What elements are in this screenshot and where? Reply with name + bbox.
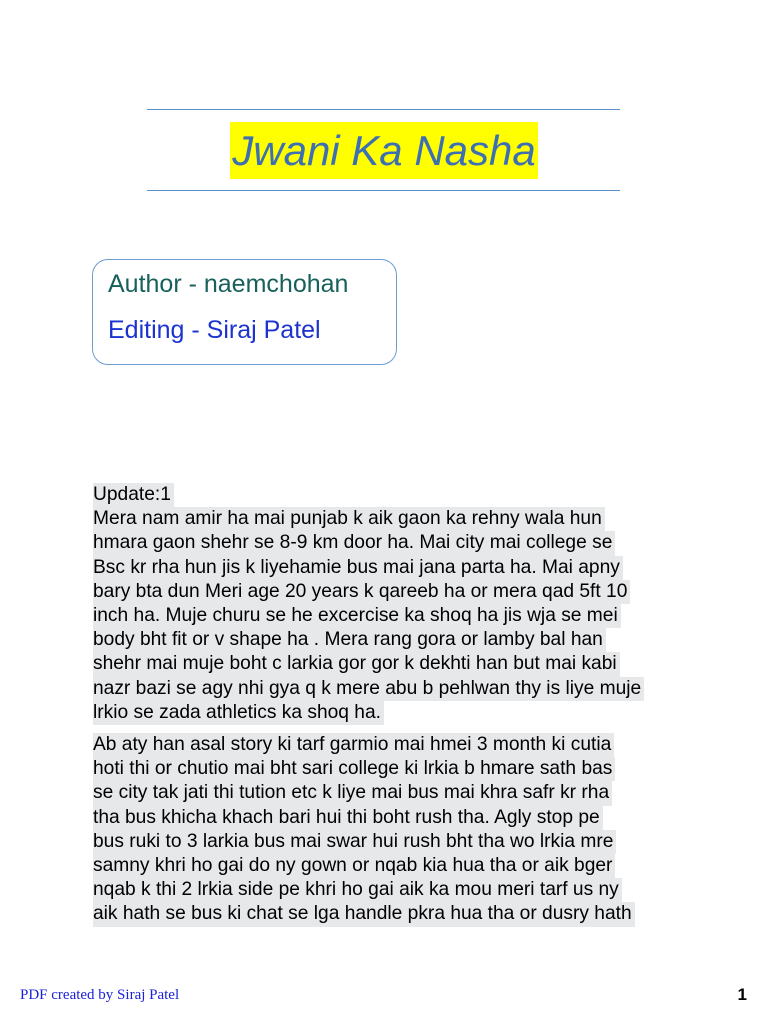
paragraph [93,483,683,725]
text-line: bary bta dun Meri age 20 years k qareeb ha or mera qad 5ft 10 [93,580,630,604]
page-number: 1 [737,985,747,1004]
text-line: bus ruki to 3 larkia bus mai swar hui rush bht tha wo lrkia mre [93,830,616,854]
title-rule-top [147,109,620,110]
text-line: nazr bazi se agy nhi gya q k mere abu b pehlwan thy is liye muje [93,677,644,701]
title-container [0,122,768,179]
text-line: shehr mai muje boht c larkia gor gor k dekhti han but mai kabi [93,652,620,676]
text-line: nqab k thi 2 lrkia side pe khri ho gai aik ka mou meri tarf us ny [93,878,622,902]
text-line: samny khri ho gai do ny gown or nqab kia hua tha or aik bger [93,854,615,878]
text-line: tha bus khicha khach bari hui thi boht rush tha. Agly stop pe [93,806,603,830]
pdf-credit-footer: PDF created by Siraj Patel [20,987,180,1003]
text-line: hoti thi or chutio mai bht sari college ki lrkia b hmare sath bas [93,757,615,781]
text-line: aik hath se bus ki chat se lga handle pkra hua tha or dusry hath [93,902,635,926]
text-line: se city tak jati thi tution etc k liye mai bus mai khra safr kr rha [93,781,612,805]
document-title: Jwani Ka Nasha [230,122,538,179]
credits-box [92,259,397,365]
text-line: inch ha. Muje churu se he excercise ka shoq ha jis wja se mei [93,604,621,628]
editing-credit: Editing - Siraj Patel [108,316,321,344]
text-line: hmara gaon shehr se 8-9 km door ha. Mai city mai college se [93,531,615,555]
text-line: Ab aty han asal story ki tarf garmio mai hmei 3 month ki cutia [93,733,614,757]
story-body [93,483,683,935]
title-rule-bottom [147,190,620,191]
text-line: lrkio se zada athletics ka shoq ha. [93,701,384,725]
text-line: Update:1 [93,483,174,507]
text-line: Mera nam amir ha mai punjab k aik gaon ka rehny wala hun [93,507,605,531]
author-credit: Author - naemchohan [108,270,349,298]
paragraph [93,733,683,927]
text-line: Bsc kr rha hun jis k liyehamie bus mai jana parta ha. Mai apny [93,556,623,580]
text-line: body bht fit or v shape ha . Mera rang gora or lamby bal han [93,628,606,652]
